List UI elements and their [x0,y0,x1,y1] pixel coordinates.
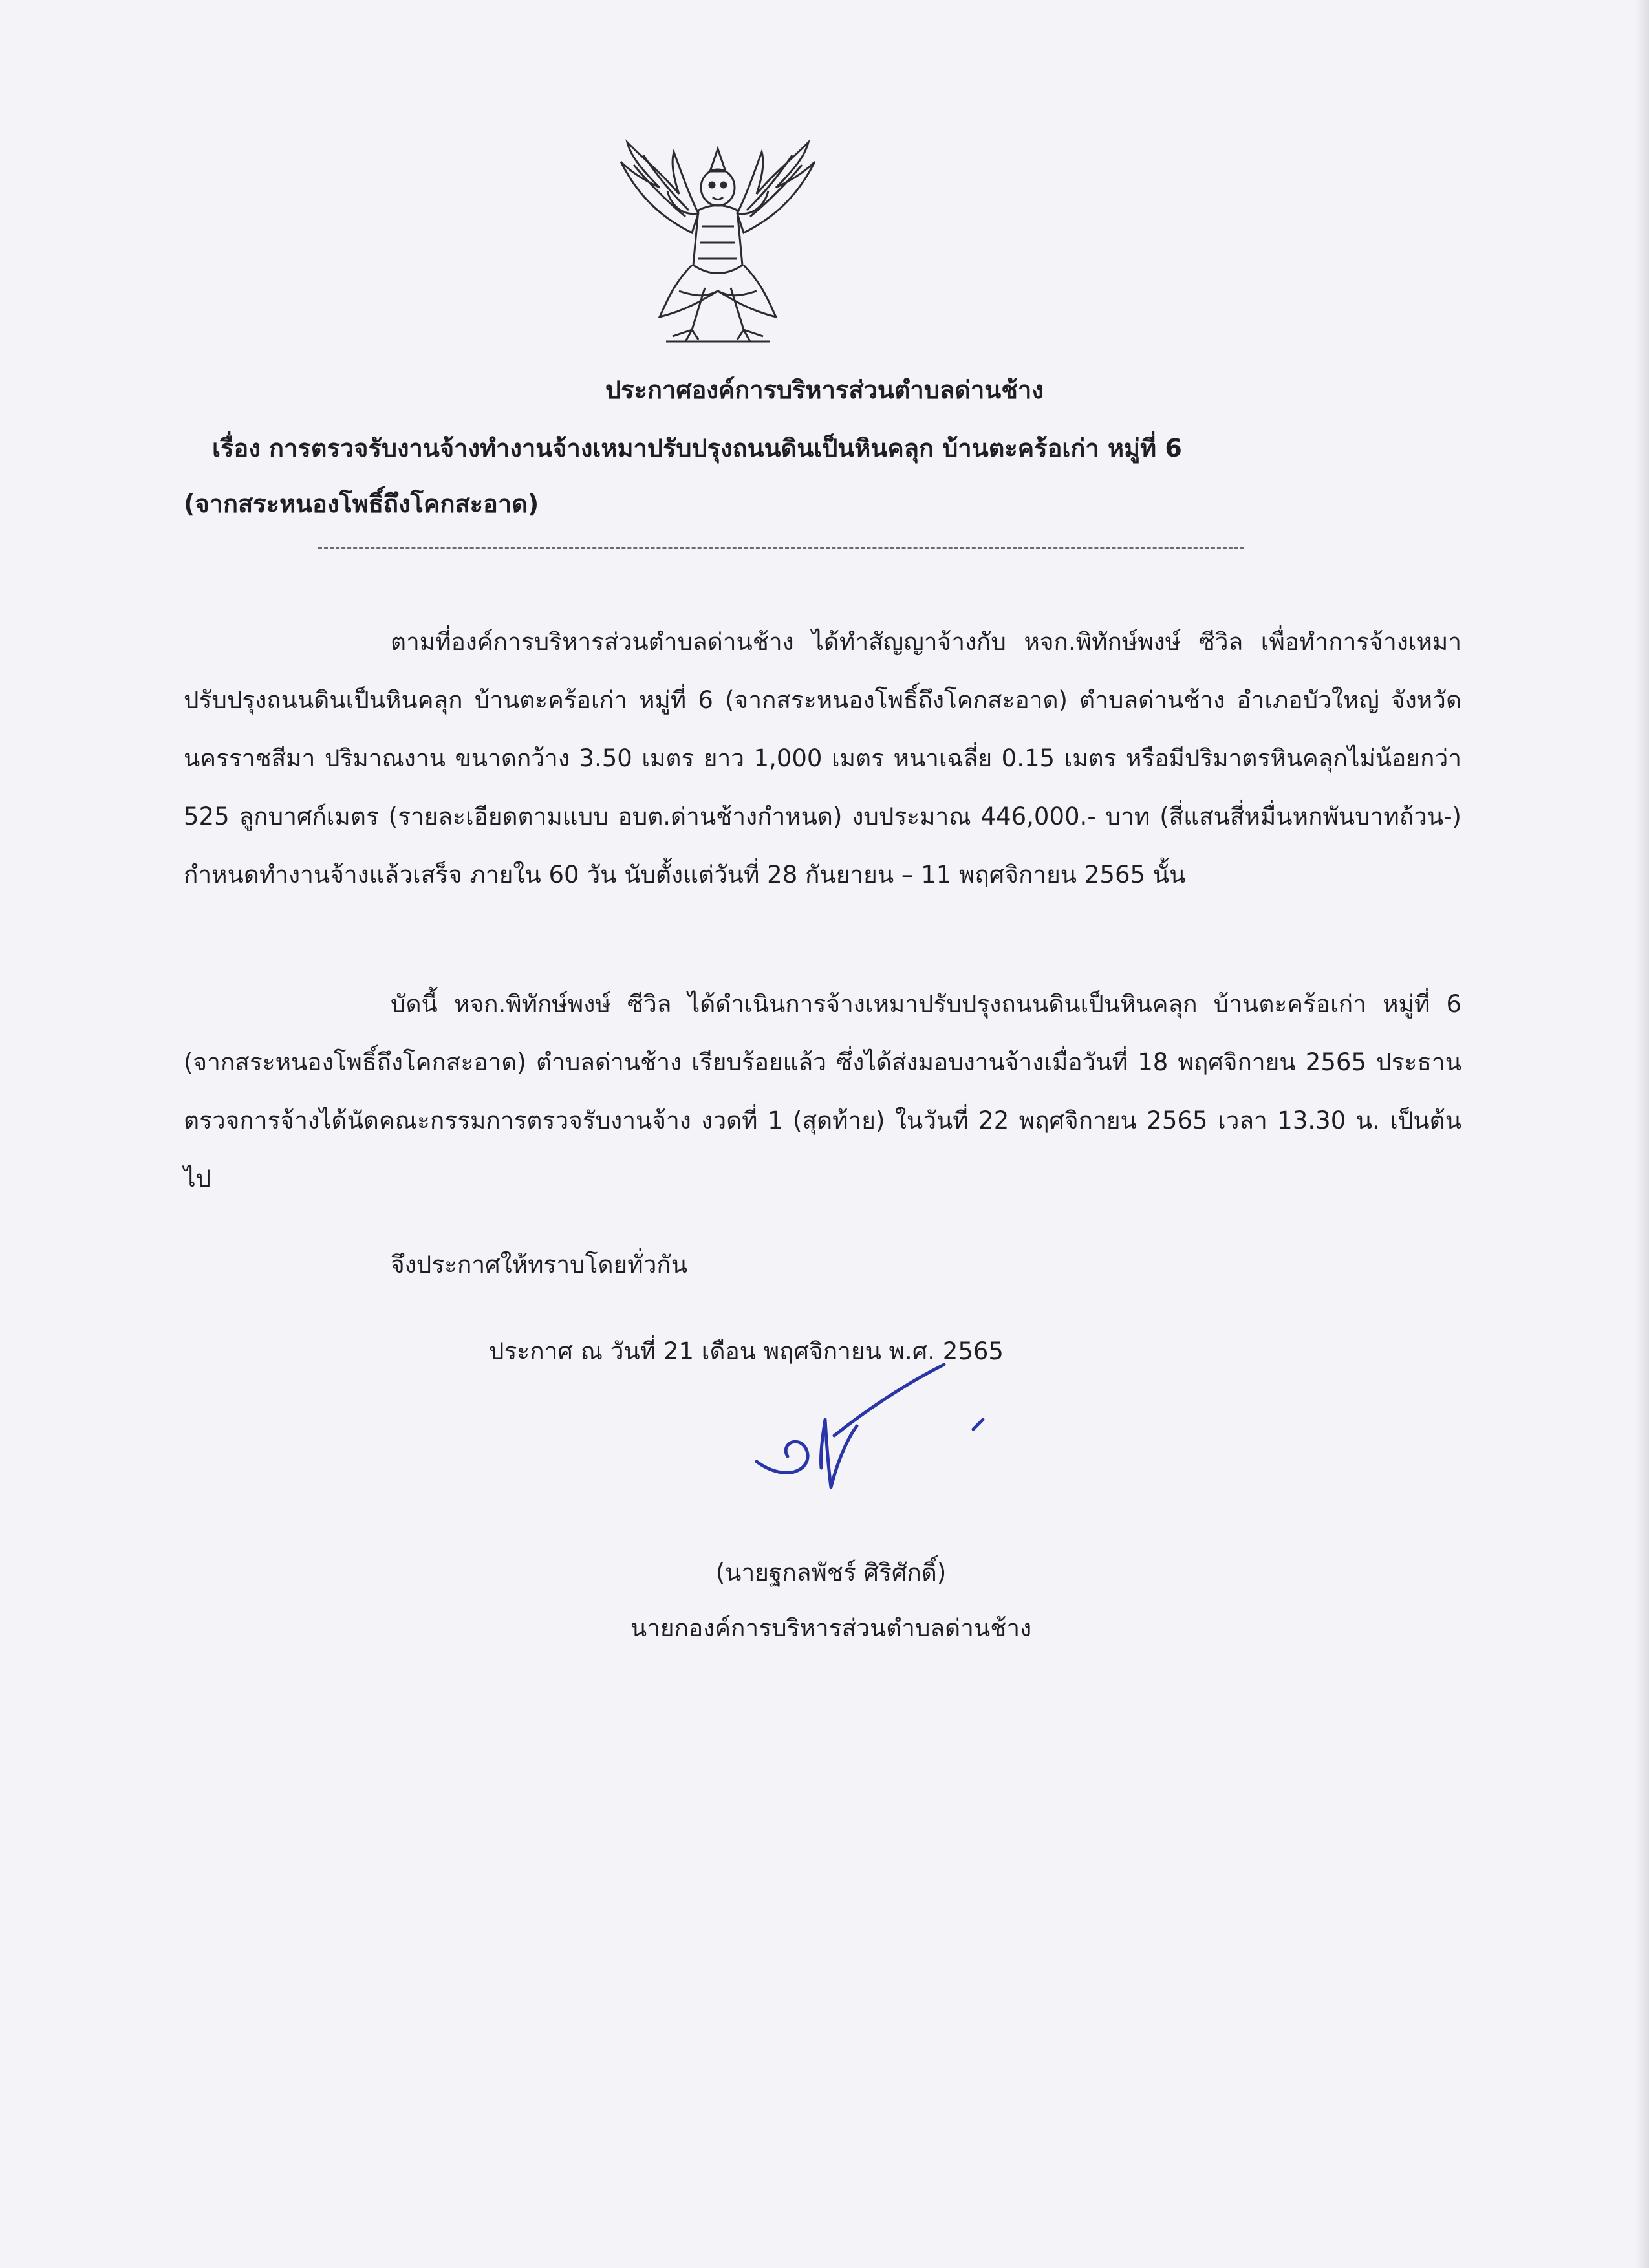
announcement-title: ประกาศองค์การบริหารส่วนตำบลด่านช้าง [605,376,1044,404]
announcement-date: ประกาศ ณ วันที่ 21 เดือน พฤศจิกายน พ.ศ. 2565 [489,1337,1004,1365]
body-paragraph-1: ตามที่องค์การบริหารส่วนตำบลด่านช้าง ได้ทำสัญญาจ้างกับ หจก.พิทักษ์พงษ์ ซีวิล เพื่อทำการจ้างเหมาปรับปรุงถนนดินเป็นหินคลุก บ้านตะคร้อเก่า หมู่ที่ 6 (จากสระหนองโพธิ์ถึงโคกสะอาด) ตำบลด่านช้าง อำเภอบัวใหญ่ จังหวัดนครราชสีมา ปริมาณงาน ขนาดกว้าง 3.50 เมตร ยาว 1,000 เมตร หนาเฉลี่ย 0.15 เมตร หรือมีปริมาตรหินคลุกไม่น้อยกว่า 525 ลูกบาศก์เมตร (รายละเอียดตามแบบ อบต.ด่านช้างกำหนด) งบประมาณ 446,000.- บาท (สี่แสนสี่หมื่นหกพันบาทถ้วน-) กำหนดทำงานจ้างแล้วเสร็จ ภายใน 60 วัน นับตั้งแต่วันที่ 28 กันยายน – 11 พฤศจิกายน 2565 นั้น [184,628,1461,889]
subject-line: เรื่อง การตรวจรับงานจ้างทำงานจ้างเหมาปรับปรุงถนนดินเป็นหินคลุก บ้านตะคร้อเก่า หมู่ที่ 6 [212,434,1182,462]
page-edge [1635,0,1649,2268]
dashed-divider [318,547,1244,549]
body-paragraph-2: บัดนี้ หจก.พิทักษ์พงษ์ ซีวิล ได้ดำเนินการจ้างเหมาปรับปรุงถนนดินเป็นหินคลุก บ้านตะคร้อเก่า หมู่ที่ 6 (จากสระหนองโพธิ์ถึงโคกสะอาด) ตำบลด่านช้าง เรียบร้อยแล้ว ซึ่งได้ส่งมอบงานจ้างเมื่อวันที่ 18 พฤศจิกายน 2565 ประธานตรวจการจ้างได้นัดคณะกรรมการตรวจรับงานจ้าง งวดที่ 1 (สุดท้าย) ในวันที่ 22 พฤศจิกายน 2565 เวลา 13.30 น. เป็นต้นไป [184,990,1462,1193]
closing-statement: จึงประกาศให้ทราบโดยทั่วกัน [391,1251,688,1279]
garuda-emblem-icon [595,136,841,349]
signatory-position: นายกองค์การบริหารส่วนตำบลด่านช้าง [630,1614,1032,1642]
subject-continuation: (จากสระหนองโพธิ์ถึงโคกสะอาด) [184,490,539,518]
signatory-name: (นายฐกลพัชร์ ศิริศักดิ์) [715,1559,947,1586]
handwritten-signature [744,1358,1015,1526]
